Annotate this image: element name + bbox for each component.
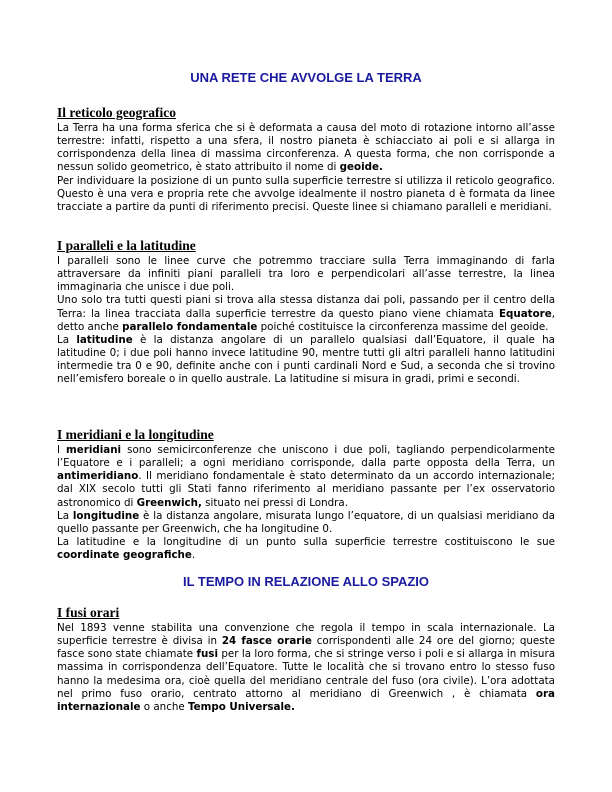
- page-title: UNA RETE CHE AVVOLGE LA TERRA: [190, 70, 422, 85]
- text-run: . Il meridiano fondamentale è stato determinato da un accordo internazionale; dal XIX secolo tutti gli Stati fanno riferimento al meridiano passante per l’ex osservatorio astronomico di: [57, 470, 555, 509]
- text-run: , detto anche: [57, 307, 555, 333]
- text-run: La latitudine e la longitudine di un punto sulla superficie terrestre costituiscono le sue: [57, 536, 555, 549]
- text-run: I: [57, 444, 67, 456]
- section-body-meridiani: [57, 444, 555, 562]
- section-heading-meridiani: I meridiani e la longitudine: [57, 427, 214, 442]
- bold-term: antimeridiano: [57, 470, 139, 483]
- text-run: corrispondenti alle 24 ore del giorno; queste fasce sono state chiamate: [57, 635, 555, 661]
- bold-term: Equatore: [498, 307, 552, 320]
- text-run: La Terra ha una forma sferica che si è deformata a causa del moto di rotazione intorno all’asse terrestre: infatti, rispetto a una sfera, il nostro pianeta è schiacciato ai poli e si allarga in corrispondenza della linea di massima circonferenza. A questa forma, che non corrisponde a nessun solido geometrico, è stato attribuito il nome di: [57, 122, 555, 174]
- paragraph: [57, 536, 555, 562]
- section-title-tempo: IL TEMPO IN RELAZIONE ALLO SPAZIO: [182, 574, 430, 589]
- section-heading-reticolo: Il reticolo geografico: [57, 105, 176, 120]
- text-run: per la loro forma, che si stringe verso i poli e si allarga in misura massima in corrispondenza dell’Equatore. Tutte le località che si trovano entro lo stesso fuso hanno la medesima ora, cioè quella del meridiano centrale del fuso (ora civile). L’ora adottata nel primo fuso orario, centrato attorno al meridiano di Greenwich , è chiamata: [57, 648, 555, 700]
- paragraph: [57, 622, 555, 714]
- bold-term: ora internazionale: [57, 687, 555, 713]
- bold-term: meridiani: [66, 444, 122, 456]
- paragraph: [57, 122, 555, 175]
- section-body-fusi: [57, 622, 555, 714]
- bold-term: latitudine: [76, 333, 133, 346]
- section-body-reticolo: [57, 122, 555, 214]
- bold-term: fusi: [196, 648, 218, 661]
- paragraph: [57, 294, 555, 333]
- text-run: situato nei pressi di Londra.: [201, 496, 348, 509]
- bold-term: geoide.: [339, 161, 383, 174]
- section-heading-fusi: I fusi orari: [57, 605, 120, 620]
- text-run: è la distanza angolare, misurata lungo l’equatore, di un qualsiasi meridiano da quello passante per Greenwich, che ha longitudine 0.: [57, 509, 555, 535]
- text-run: poiché costituisce la circonferenza massime del geoide.: [257, 320, 549, 333]
- bold-term: longitudine: [72, 509, 140, 522]
- section-body-paralleli: [57, 255, 555, 387]
- bold-term: Tempo Universale.: [188, 700, 295, 713]
- bold-term: Greenwich,: [136, 496, 202, 509]
- section-heading-paralleli: I paralleli e la latitudine: [57, 238, 196, 253]
- text-run: sono semicirconferenze che uniscono i due poli, tagliando perpendicolarmente l’Equatore e i paralleli; a ogni meridiano corrisponde, dalla parte opposta della Terra, un: [57, 444, 556, 470]
- bold-term: coordinate geografiche: [57, 549, 192, 562]
- text-run: La: [57, 333, 77, 346]
- bold-term: 24 fasce orarie: [221, 635, 312, 648]
- text-run: Nel 1893 venne stabilita una convenzione che regola il tempo in scala internazionale. La superficie terrestre è divisa in: [57, 622, 555, 648]
- text-run: o anche: [140, 700, 188, 713]
- bold-term: parallelo fondamentale: [122, 320, 258, 333]
- text-run: .: [191, 549, 196, 562]
- paragraph: I paralleli sono le linee curve che potremmo tracciare sulla Terra immaginando di farla attraversare da infiniti piani paralleli tra loro e perpendicolari all’asse terrestre, la linea immaginaria che unisce i due poli.: [57, 255, 555, 294]
- paragraph: [57, 444, 555, 510]
- text-run: è la distanza angolare di un parallelo qualsiasi dall’Equatore, il quale ha latitudine 0; i due poli hanno invece latitudine 90, mentre tutti gli altri paralleli hanno latitudini intermedie tra 0 e 90, definite anche con i punti cardinali Nord e Sud, a seconda che si trovino nell’emisfero boreale o in quello australe. La latitudine si misura in gradi, primi e secondi.: [57, 333, 555, 386]
- paragraph: [57, 510, 555, 536]
- paragraph: Per individuare la posizione di un punto sulla superficie terrestre si utilizza il reticolo geografico. Questo è una vera e propria rete che avvolge idealmente il nostro pianeta d è formata da linee tracciate a partire da punti di riferimento precisi. Queste linee si chiamano paralleli e meridiani.: [57, 174, 555, 213]
- text-run: La: [57, 509, 73, 522]
- text-run: Uno solo tra tutti questi piani si trova alla stessa distanza dai poli, passando per il centro della Terra: la linea tracciata dalla superficie terrestre da questo piano viene chiamata: [57, 294, 555, 320]
- paragraph: [57, 334, 555, 387]
